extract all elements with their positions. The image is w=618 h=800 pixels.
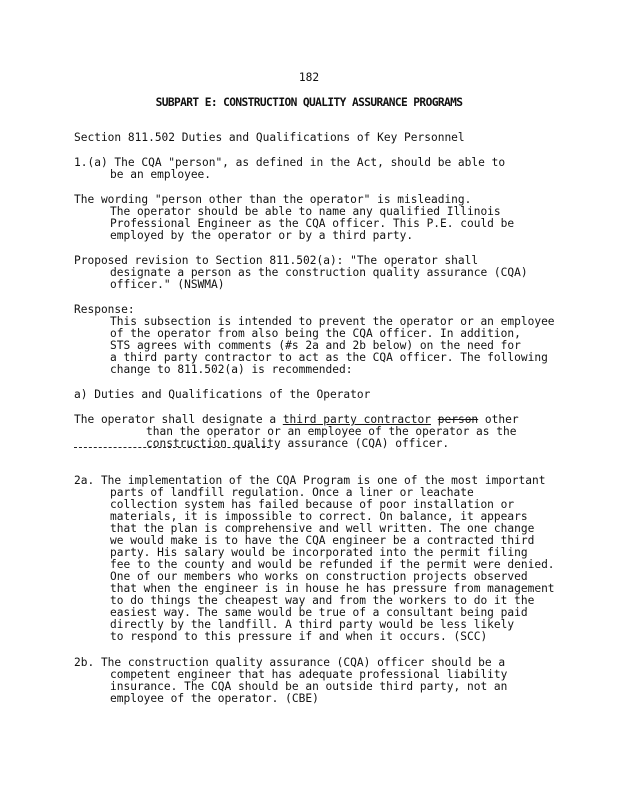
paragraph-line: that when the engineer is in house he has pressure from management: [110, 582, 555, 595]
response-label: Response:: [74, 303, 135, 316]
paragraph-line: be an employee.: [110, 168, 212, 181]
paragraph-line: The wording "person other than the operator" is misleading.: [74, 193, 472, 206]
paragraph-line: 1.(a) The CQA "person", as defined in the Act, should be able to: [74, 156, 506, 169]
proposed-revision: [74, 255, 554, 291]
paragraph-line: The operator should be able to name any qualified Illinois: [110, 205, 501, 218]
plain-text: other: [478, 413, 519, 426]
comment-1a: [74, 157, 554, 181]
response-block: [74, 304, 554, 376]
paragraph-line: officer." (NSWMA): [110, 278, 225, 291]
paragraph-line: to do things the cheapest way and from the workers to do it the: [110, 594, 535, 607]
plain-text: The operator shall designate a: [74, 413, 283, 426]
inserted-text: third party contractor: [282, 413, 431, 426]
designate-paragraph: [74, 414, 554, 450]
paragraph-line: parts of landfill regulation. Once a liner or leachate: [110, 486, 474, 499]
subpart-title: SUBPART E: CONSTRUCTION QUALITY ASSURANCE PROGRAMS: [155, 96, 463, 109]
paragraph-line: employed by the operator or by a third party.: [110, 229, 414, 242]
paragraph-line: change to 811.502(a) is recommended:: [110, 363, 353, 376]
comment-2a: [74, 475, 554, 643]
paragraph-line: construction quality assurance (CQA) officer.: [146, 437, 450, 450]
paragraph-line: Professional Engineer as the CQA officer. This P.E. could be: [110, 217, 515, 230]
paragraph-line: One of our members who works on construction projects observed: [110, 570, 528, 583]
paragraph-line: 2b. The construction quality assurance (CQA) officer should be a: [74, 656, 506, 669]
paragraph-line: collection system has failed because of poor installation or: [110, 498, 515, 511]
paragraph-line: materials, it is impossible to correct. On balance, it appears: [110, 510, 528, 523]
section-heading: [74, 132, 554, 144]
paragraph-line: we would make is to have the CQA engineer be a contracted third: [110, 534, 535, 547]
page-number: 182: [298, 71, 320, 84]
paragraph-line: easiest way. The same would be true of a consultant being paid: [110, 606, 528, 619]
paragraph-line: insurance. The CQA should be an outside third party, not an: [110, 680, 508, 693]
paragraph-line: a third party contractor to act as the CQA officer. The following: [110, 351, 548, 364]
paragraph-line: of the operator from also being the CQA officer. In addition,: [110, 327, 521, 340]
paragraph-line: fee to the county and would be refunded if the permit were denied.: [110, 558, 555, 571]
section-heading-text: Section 811.502 Duties and Qualifications of Key Personnel: [74, 131, 465, 144]
paragraph-line: competent engineer that has adequate professional liability: [110, 668, 508, 681]
paragraph-line: than the operator or an employee of the operator as the: [146, 425, 517, 438]
divider-rule: [74, 447, 270, 448]
paragraph-line: party. His salary would be incorporated into the permit filing: [110, 546, 528, 559]
paragraph-line: This subsection is intended to prevent the operator or an employee: [110, 315, 555, 328]
paragraph-line: to respond to this pressure if and when it occurs. (SCC): [110, 630, 488, 643]
duties-heading: [74, 389, 554, 401]
comment-2b: [74, 657, 554, 705]
paragraph-line: that the plan is comprehensive and well written. The one change: [110, 522, 535, 535]
duties-heading-text: a) Duties and Qualifications of the Operator: [74, 388, 371, 401]
paragraph-line: designate a person as the construction quality assurance (CQA): [110, 266, 528, 279]
paragraph-line: STS agrees with comments (#s 2a and 2b below) on the need for: [110, 339, 521, 352]
paragraph-line: 2a. The implementation of the CQA Program is one of the most important: [74, 474, 546, 487]
deleted-text: person: [437, 413, 479, 426]
paragraph-line: directly by the landfill. A third party would be less likely: [110, 618, 515, 631]
wording-paragraph: [74, 194, 554, 242]
paragraph-line: employee of the operator. (CBE): [110, 692, 319, 705]
paragraph-line: Proposed revision to Section 811.502(a): "The operator shall: [74, 254, 479, 267]
